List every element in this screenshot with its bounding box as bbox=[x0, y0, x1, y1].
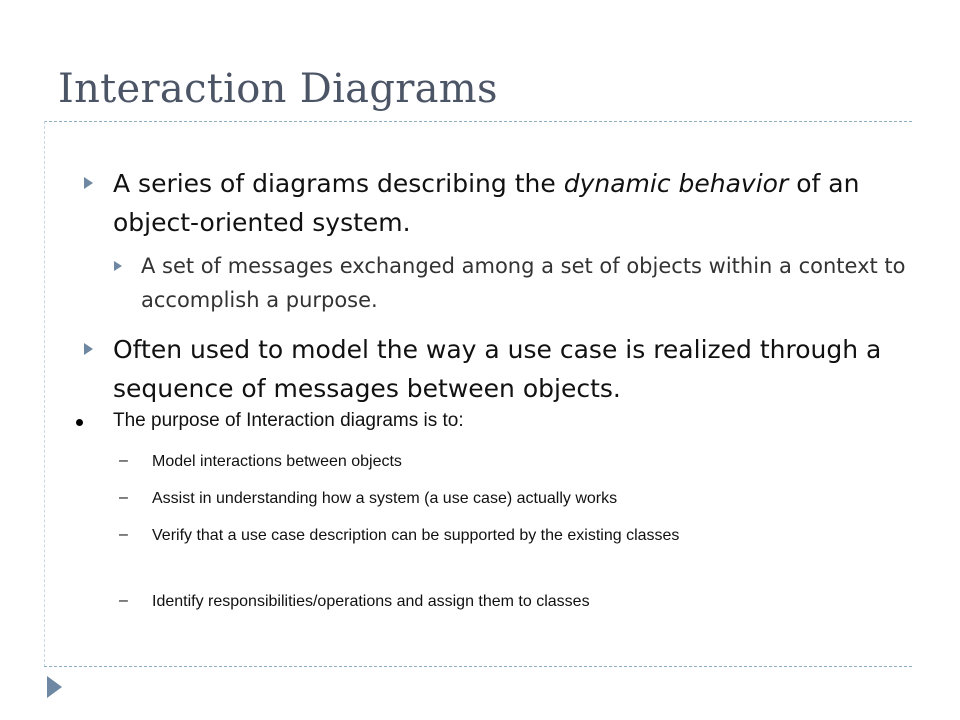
bullet-text-end: of an object-oriented system. bbox=[113, 169, 860, 237]
purpose-heading: The purpose of Interaction diagrams is to: bbox=[113, 410, 464, 431]
purpose-item: Identify responsibilities/operations and assign them to classes bbox=[152, 593, 590, 610]
footer-arrow-icon bbox=[47, 676, 62, 698]
purpose-item: Verify that a use case description can be supported by the existing classes bbox=[152, 527, 680, 544]
dash-bullet: – bbox=[119, 489, 128, 506]
dash-bullet: – bbox=[119, 526, 128, 543]
bullet-use-case-realized: Often used to model the way a use case is realized through a sequence of messages between objects. bbox=[113, 335, 882, 403]
purpose-item: Assist in understanding how a system (a use case) actually works bbox=[152, 490, 618, 507]
left-guide-line bbox=[44, 121, 45, 667]
triangle-bullet-icon bbox=[84, 177, 93, 189]
title-divider bbox=[44, 121, 912, 122]
dot-bullet-icon bbox=[76, 419, 83, 426]
purpose-item: Model interactions between objects bbox=[152, 453, 402, 470]
slide-title: Interaction Diagrams bbox=[58, 66, 498, 112]
triangle-bullet-icon bbox=[84, 343, 93, 355]
dash-bullet: – bbox=[119, 592, 128, 609]
triangle-bullet-icon bbox=[114, 261, 122, 271]
bullet-dynamic-behavior bbox=[113, 164, 913, 242]
sub-bullet-messages: A set of messages exchanged among a set of objects within a context to accomplish a purpose. bbox=[141, 254, 906, 312]
footer-divider bbox=[44, 666, 912, 667]
dash-bullet: – bbox=[119, 452, 128, 469]
bullet-emphasis: dynamic behavior bbox=[563, 169, 789, 198]
bullet-text-start: A series of diagrams describing the bbox=[113, 169, 564, 198]
